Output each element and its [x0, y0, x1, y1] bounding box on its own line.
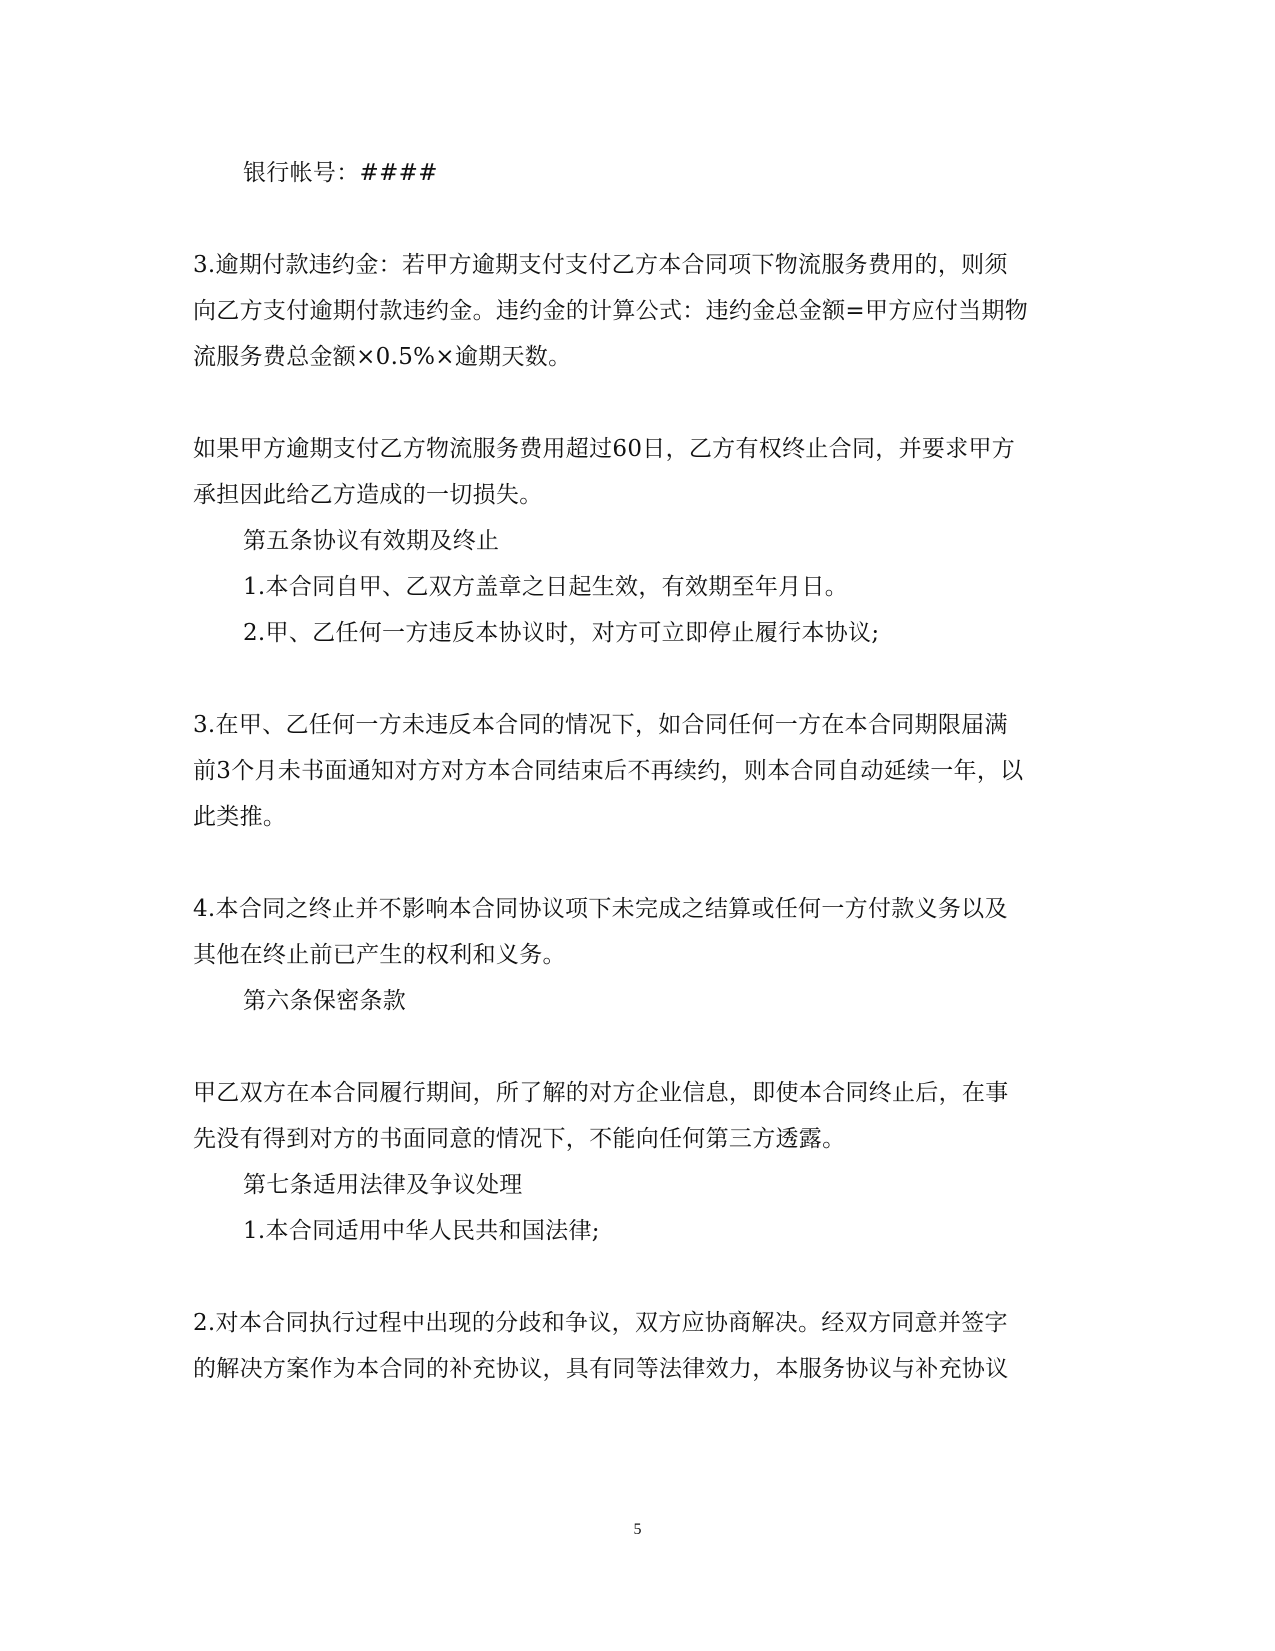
- overdue-termination-line-2: 承担因此给乙方造成的一切损失。: [193, 482, 543, 508]
- article-5-item-4-line-2: 其他在终止前已产生的权利和义务。: [193, 942, 566, 968]
- article-5-item-3-line-2: 前3个月未书面通知对方对方本合同结束后不再续约，则本合同自动延续一年，以: [193, 758, 1024, 784]
- article-5-item-2: 2.甲、乙任何一方违反本协议时，对方可立即停止履行本协议;: [243, 620, 880, 646]
- article-7-item-1: 1.本合同适用中华人民共和国法律;: [243, 1218, 600, 1244]
- article-5-item-1: 1.本合同自甲、乙双方盖章之日起生效，有效期至年月日。: [243, 574, 849, 600]
- article-5-item-3-line-1: 3.在甲、乙任何一方未违反本合同的情况下，如合同任何一方在本合同期限届满: [193, 712, 1008, 738]
- article-6-heading: 第六条保密条款: [243, 988, 407, 1014]
- article-6-body-line-1: 甲乙双方在本合同履行期间，所了解的对方企业信息，即使本合同终止后，在事: [193, 1080, 1009, 1106]
- clause-3-late-payment-line-3: 流服务费总金额×0.5%×逾期天数。: [193, 344, 572, 370]
- article-7-heading: 第七条适用法律及争议处理: [243, 1172, 523, 1198]
- article-7-item-2-line-1: 2.对本合同执行过程中出现的分歧和争议，双方应协商解决。经双方同意并签字: [193, 1310, 1008, 1336]
- article-6-body-line-2: 先没有得到对方的书面同意的情况下，不能向任何第三方透露。: [193, 1126, 846, 1152]
- article-5-item-4-line-1: 4.本合同之终止并不影响本合同协议项下未完成之结算或任何一方付款义务以及: [193, 896, 1008, 922]
- page-number: 5: [633, 1521, 642, 1538]
- article-5-heading: 第五条协议有效期及终止: [243, 528, 500, 554]
- article-5-item-3-line-3: 此类推。: [193, 804, 287, 830]
- clause-3-late-payment-line-2: 向乙方支付逾期付款违约金。违约金的计算公式：违约金总金额=甲方应付当期物: [193, 298, 1029, 324]
- bank-account-line: 银行帐号：####: [243, 160, 438, 186]
- article-7-item-2-line-2: 的解决方案作为本合同的补充协议，具有同等法律效力，本服务协议与补充协议: [193, 1356, 1009, 1382]
- clause-3-late-payment-line-1: 3.逾期付款违约金：若甲方逾期支付支付乙方本合同项下物流服务费用的，则须: [193, 252, 1008, 278]
- overdue-termination-line-1: 如果甲方逾期支付乙方物流服务费用超过60日，乙方有权终止合同，并要求甲方: [193, 436, 1016, 462]
